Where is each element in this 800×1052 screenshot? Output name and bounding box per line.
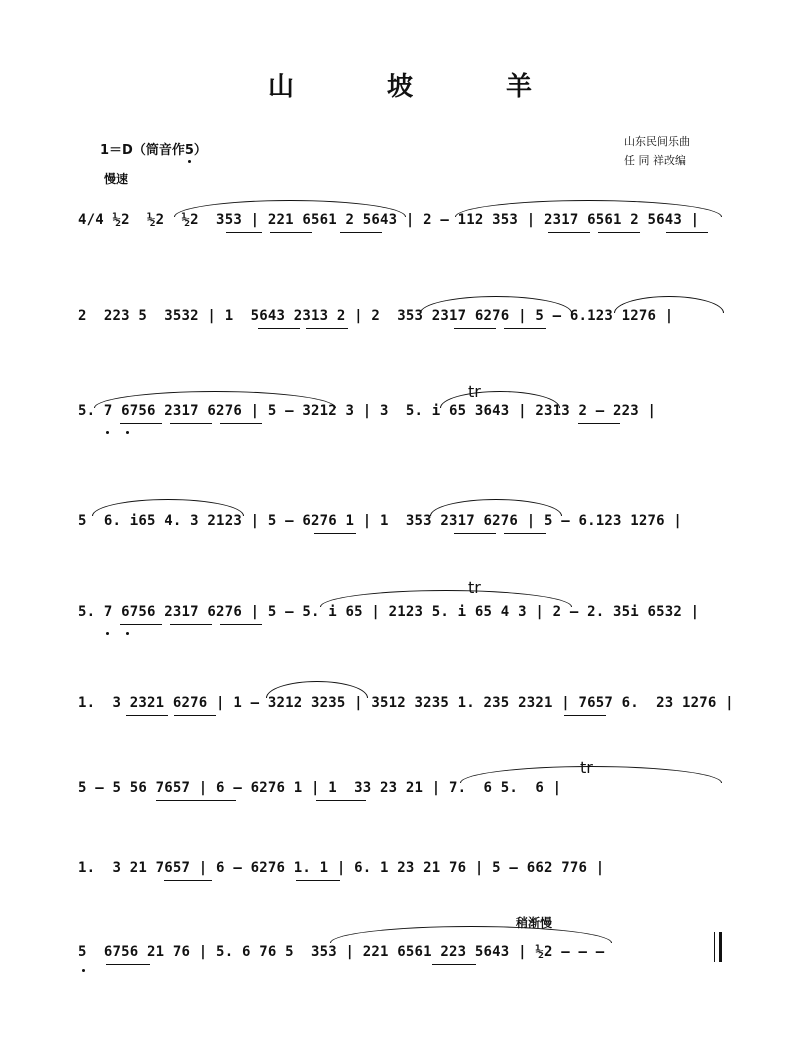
beam-line xyxy=(120,423,162,424)
row-notes: 5 – 5 56 7657 | 6 – 6276 1 | 1 33 23 21 | 7. 6 5. 6 | xyxy=(78,780,562,796)
beam-line xyxy=(306,328,348,329)
beam-line xyxy=(504,533,546,534)
row-notes: 5 6. i65 4. 3 2123 | 5 – 6276 1 | 1 353 2317 6276 | 5 – 6.123 1276 | xyxy=(78,513,683,529)
beam-line xyxy=(174,715,216,716)
row-notes: 5. 7 6756 2317 6276 | 5 – 3212 3 | 3 5. i 65 3643 | 2313 2 – 223 | xyxy=(78,403,657,419)
phrase-slur xyxy=(430,499,562,516)
beam-line xyxy=(226,232,262,233)
beam-line xyxy=(432,964,476,965)
score-title: 山 坡 羊 xyxy=(267,72,575,102)
octave-dots xyxy=(104,632,134,635)
beam-line xyxy=(578,423,620,424)
phrase-slur xyxy=(174,200,406,217)
beam-line xyxy=(220,423,262,424)
trill-mark: tr xyxy=(468,382,481,401)
credit-origin: 山东民间乐曲 xyxy=(624,135,690,148)
phrase-slur xyxy=(614,296,724,313)
row-notes: 5. 7 6756 2317 6276 | 5 – 5. i 65 | 2123 5. i 65 4 3 | 2 – 2. 35i 6532 | xyxy=(78,604,700,620)
key-prefix: 1＝D（筒音作 xyxy=(100,143,185,158)
beam-line xyxy=(220,624,262,625)
beam-line xyxy=(170,423,212,424)
score-row-8 xyxy=(74,858,726,882)
key-signature xyxy=(100,139,207,158)
row-notes: 4/4 ½2 ½2 ½2 353 | 221 6561 2 5643 | 2 – 112 353 | 2317 6561 2 5643 | xyxy=(78,212,700,228)
phrase-slur xyxy=(92,499,244,516)
octave-dots xyxy=(104,431,134,434)
phrase-slur xyxy=(455,200,722,217)
beam-line xyxy=(666,232,708,233)
phrase-slur xyxy=(460,766,722,783)
row-notes: 2 223 5 3532 | 1 5643 2313 2 | 2 353 2317 6276 | 5 – 6.123 1276 | xyxy=(78,308,674,324)
beam-line xyxy=(258,328,300,329)
beam-line xyxy=(120,624,162,625)
trill-mark: tr xyxy=(468,578,481,597)
octave-dots xyxy=(80,969,110,972)
phrase-slur xyxy=(320,590,572,607)
score-row-6 xyxy=(74,693,734,717)
phrase-slur xyxy=(440,391,560,408)
beam-line xyxy=(270,232,312,233)
beam-line xyxy=(314,533,356,534)
phrase-slur xyxy=(420,296,572,313)
score-row-9 xyxy=(74,942,726,966)
beam-line xyxy=(170,624,212,625)
beam-line xyxy=(504,328,546,329)
beam-line xyxy=(454,533,496,534)
beam-line xyxy=(316,800,366,801)
beam-line xyxy=(126,715,168,716)
beam-line xyxy=(548,232,590,233)
trill-mark: tr xyxy=(580,758,593,777)
row-notes: 1. 3 2321 6276 | 1 – 3212 3235 | 3512 3235 1. 235 2321 | 7657 6. 23 1276 | xyxy=(78,695,734,711)
key-suffix: ） xyxy=(193,143,207,158)
ritard-marking: 稍渐慢 xyxy=(516,916,553,930)
phrase-slur xyxy=(94,391,336,408)
tempo-marking: 慢速 xyxy=(104,172,129,186)
beam-line xyxy=(296,880,340,881)
row-notes: 5 6756 21 76 | 5. 6 76 5 353 | 221 6561 223 5643 | ½2 – – – xyxy=(78,944,605,960)
beam-line xyxy=(340,232,382,233)
credit-arranger: 任 同 祥改编 xyxy=(624,154,686,167)
beam-line xyxy=(156,800,236,801)
key-note: 5 xyxy=(184,143,194,158)
beam-line xyxy=(598,232,640,233)
beam-line xyxy=(164,880,212,881)
row-notes: 1. 3 21 7657 | 6 – 6276 1. 1 | 6. 1 23 21 76 | 5 – 662 776 | xyxy=(78,860,605,876)
credits xyxy=(624,132,690,170)
beam-line xyxy=(106,964,150,965)
beam-line xyxy=(564,715,606,716)
beam-line xyxy=(454,328,496,329)
final-barline xyxy=(714,932,722,962)
phrase-slur xyxy=(330,926,612,943)
phrase-slur xyxy=(266,681,368,698)
